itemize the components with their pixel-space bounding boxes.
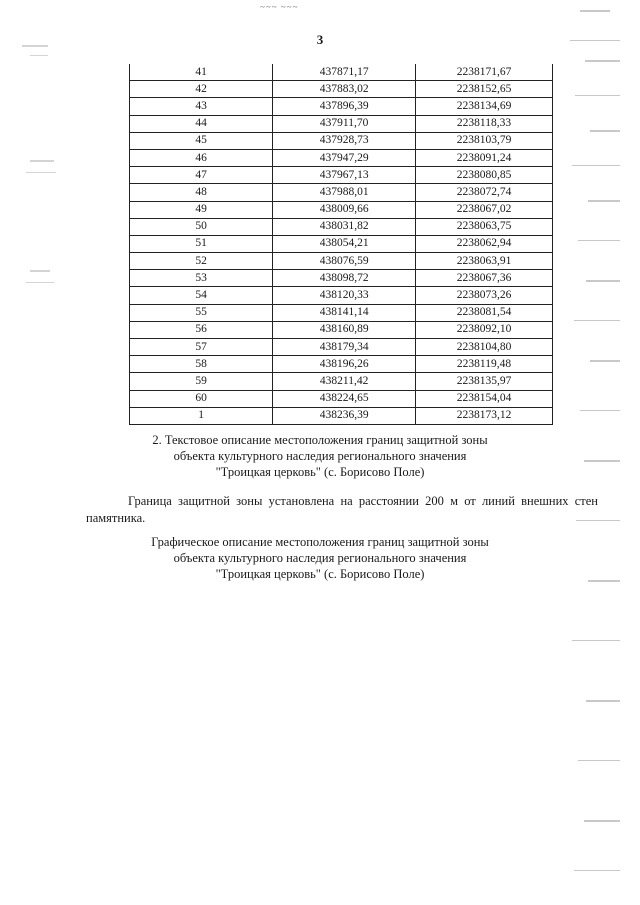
y-coordinate-cell: 2238080,85 [416, 167, 553, 184]
y-coordinate-cell: 2238081,54 [416, 304, 553, 321]
point-number-cell: 1 [130, 407, 273, 424]
x-coordinate-cell: 438031,82 [273, 218, 416, 235]
y-coordinate-cell: 2238072,74 [416, 184, 553, 201]
point-number-cell: 46 [130, 149, 273, 166]
header-scan-marks: ~~~ ~~~ [260, 2, 299, 12]
table-row [130, 253, 553, 270]
point-number-cell: 44 [130, 115, 273, 132]
point-number-cell: 47 [130, 167, 273, 184]
x-coordinate-cell: 438141,14 [273, 304, 416, 321]
y-coordinate-cell: 2238091,24 [416, 149, 553, 166]
coordinates-table-body [130, 64, 553, 424]
x-coordinate-cell: 438009,66 [273, 201, 416, 218]
table-row [130, 407, 553, 424]
page-number: 3 [316, 32, 324, 47]
y-coordinate-cell: 2238063,75 [416, 218, 553, 235]
point-number-cell: 49 [130, 201, 273, 218]
x-coordinate-cell: 438098,72 [273, 270, 416, 287]
table-row [130, 321, 553, 338]
y-coordinate-cell: 2238173,12 [416, 407, 553, 424]
table-row [130, 390, 553, 407]
y-coordinate-cell: 2238171,67 [416, 64, 553, 81]
table-row [130, 218, 553, 235]
table-row [130, 98, 553, 115]
point-number-cell: 45 [130, 132, 273, 149]
point-number-cell: 56 [130, 321, 273, 338]
x-coordinate-cell: 438076,59 [273, 253, 416, 270]
table-row [130, 356, 553, 373]
table-row [130, 64, 553, 81]
point-number-cell: 55 [130, 304, 273, 321]
point-number-cell: 54 [130, 287, 273, 304]
point-number-cell: 51 [130, 235, 273, 252]
table-row [130, 201, 553, 218]
table-row [130, 235, 553, 252]
x-coordinate-cell: 438211,42 [273, 373, 416, 390]
table-row [130, 270, 553, 287]
point-number-cell: 60 [130, 390, 273, 407]
table-row [130, 167, 553, 184]
y-coordinate-cell: 2238103,79 [416, 132, 553, 149]
y-coordinate-cell: 2238092,10 [416, 321, 553, 338]
table-row [130, 373, 553, 390]
table-row [130, 115, 553, 132]
y-coordinate-cell: 2238134,69 [416, 98, 553, 115]
x-coordinate-cell: 438160,89 [273, 321, 416, 338]
y-coordinate-cell: 2238154,04 [416, 390, 553, 407]
x-coordinate-cell: 437928,73 [273, 132, 416, 149]
section-3-heading-line-3: "Троицкая церковь" (с. Борисово Поле) [215, 567, 425, 581]
x-coordinate-cell: 437947,29 [273, 149, 416, 166]
section-3-heading [0, 534, 640, 582]
x-coordinate-cell: 438224,65 [273, 390, 416, 407]
x-coordinate-cell: 438236,39 [273, 407, 416, 424]
x-coordinate-cell: 437967,13 [273, 167, 416, 184]
table-row [130, 304, 553, 321]
table-row [130, 287, 553, 304]
y-coordinate-cell: 2238118,33 [416, 115, 553, 132]
table-row [130, 339, 553, 356]
section-2-heading-line-1: 2. Текстовое описание местоположения границ защитной зоны [152, 433, 488, 447]
coordinates-table [129, 64, 553, 425]
x-coordinate-cell: 438054,21 [273, 235, 416, 252]
point-number-cell: 53 [130, 270, 273, 287]
section-3-heading-line-2: объекта культурного наследия регионального значения [173, 551, 467, 565]
point-number-cell: 50 [130, 218, 273, 235]
point-number-cell: 58 [130, 356, 273, 373]
point-number-cell: 57 [130, 339, 273, 356]
x-coordinate-cell: 437911,70 [273, 115, 416, 132]
y-coordinate-cell: 2238119,48 [416, 356, 553, 373]
y-coordinate-cell: 2238067,36 [416, 270, 553, 287]
y-coordinate-cell: 2238062,94 [416, 235, 553, 252]
point-number-cell: 48 [130, 184, 273, 201]
x-coordinate-cell: 438196,26 [273, 356, 416, 373]
point-number-cell: 43 [130, 98, 273, 115]
y-coordinate-cell: 2238152,65 [416, 81, 553, 98]
section-2-heading [0, 432, 640, 480]
scan-noise-right-margin [560, 0, 640, 905]
y-coordinate-cell: 2238067,02 [416, 201, 553, 218]
boundary-paragraph [86, 493, 598, 527]
x-coordinate-cell: 437896,39 [273, 98, 416, 115]
table-row [130, 81, 553, 98]
table-row [130, 184, 553, 201]
x-coordinate-cell: 438179,34 [273, 339, 416, 356]
x-coordinate-cell: 437883,02 [273, 81, 416, 98]
section-3-heading-line-1: Графическое описание местоположения границ защитной зоны [151, 535, 489, 549]
y-coordinate-cell: 2238135,97 [416, 373, 553, 390]
boundary-paragraph-line-1: Граница защитной зоны установлена на расстоянии 200 м от линий внешних стен [128, 494, 598, 508]
y-coordinate-cell: 2238063,91 [416, 253, 553, 270]
point-number-cell: 41 [130, 64, 273, 81]
y-coordinate-cell: 2238104,80 [416, 339, 553, 356]
x-coordinate-cell: 437871,17 [273, 64, 416, 81]
point-number-cell: 59 [130, 373, 273, 390]
section-2-heading-line-3: "Троицкая церковь" (с. Борисово Поле) [215, 465, 425, 479]
x-coordinate-cell: 437988,01 [273, 184, 416, 201]
point-number-cell: 42 [130, 81, 273, 98]
section-2-heading-line-2: объекта культурного наследия регионального значения [173, 449, 467, 463]
table-row [130, 132, 553, 149]
point-number-cell: 52 [130, 253, 273, 270]
table-row [130, 149, 553, 166]
boundary-paragraph-line-2: памятника. [86, 511, 146, 525]
y-coordinate-cell: 2238073,26 [416, 287, 553, 304]
x-coordinate-cell: 438120,33 [273, 287, 416, 304]
